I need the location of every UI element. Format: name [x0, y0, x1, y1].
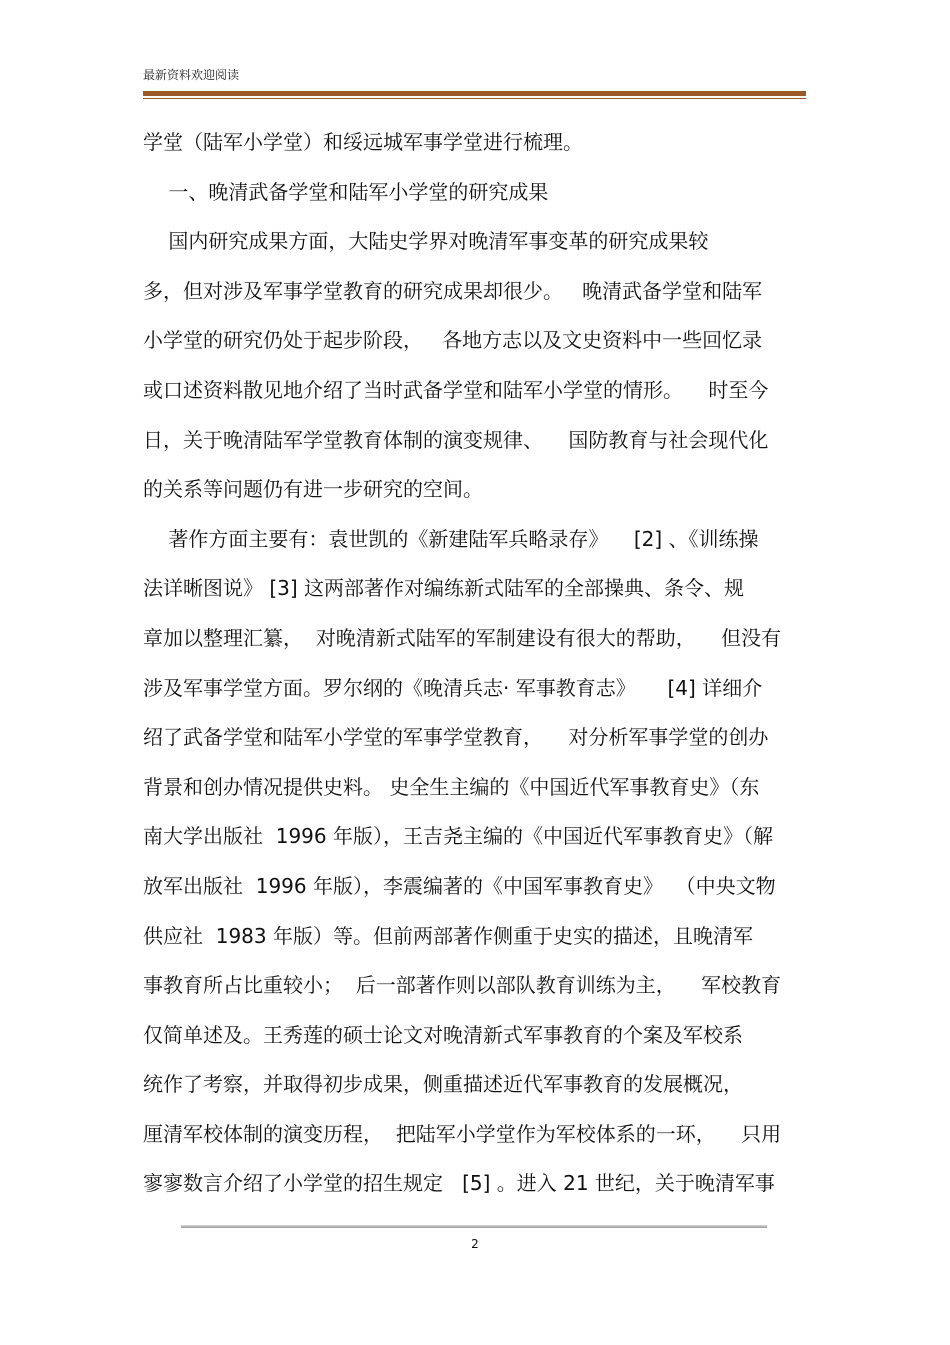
text-line: 统作了考察，并取得初步成果，侧重描述近代军事教育的发展概况，: [143, 1072, 743, 1097]
text-line: 南大学出版社 1996 年版），王吉尧主编的《中国近代军事教育史》（解: [143, 824, 773, 849]
text-line: 寥寥数言介绍了小学堂的招生规定 [5] 。进入 21 世纪，关于晚清军事: [143, 1171, 775, 1196]
text-line: 供应社 1983 年版）等。但前两部著作侧重于史实的描述，且晚清军: [143, 923, 753, 948]
text-line: 多，但对涉及军事学堂教育的研究成果却很少。 晚清武备学堂和陆军: [143, 278, 763, 303]
text-line: 法详晰图说》 [3] 这两部著作对编练新式陆军的全部操典、条令、规: [143, 576, 745, 601]
section-heading: 一、晚清武备学堂和陆军小学堂的研究成果: [143, 179, 549, 204]
page-number: 2: [471, 1237, 479, 1251]
text-line: 的关系等问题仍有进一步研究的空间。: [143, 477, 483, 502]
text-line: 小学堂的研究仍处于起步阶段， 各地方志以及文史资料中一些回忆录: [143, 328, 763, 353]
header-rule-thick: [143, 91, 806, 96]
text-line: 放军出版社 1996 年版），李震编著的《中国军事教育史》 （中央文物: [143, 873, 776, 898]
text-line: 日，关于晚清陆军学堂教育体制的演变规律、 国防教育与社会现代化: [143, 427, 769, 452]
text-line: 仅简单述及。王秀莲的硕士论文对晚清新式军事教育的个案及军校系: [143, 1022, 743, 1047]
text-line: 涉及军事学堂方面。罗尔纲的《晚清兵志· 军事教育志》 [4] 详细介: [143, 675, 763, 700]
text-line: 著作方面主要有：袁世凯的《新建陆军兵略录存》 [2] 、《训练操: [143, 526, 759, 551]
running-header: 最新资料欢迎阅读: [143, 68, 240, 82]
text-line: 厘清军校体制的演变历程， 把陆军小学堂作为军校体系的一环， 只用: [143, 1121, 782, 1146]
header-rule-thin: [143, 98, 806, 99]
body-text: [143, 118, 813, 1209]
text-line: 背景和创办情况提供史料。 史全生主编的《中国近代军事教育史》（东: [143, 774, 760, 799]
text-line: 绍了武备学堂和陆军小学堂的军事学堂教育， 对分析军事学堂的创办: [143, 725, 769, 750]
footer-rule: [181, 1225, 767, 1228]
text-line: 章加以整理汇纂， 对晚清新式陆军的军制建设有很大的帮助， 但没有: [143, 625, 782, 650]
text-line: 或口述资料散见地介绍了当时武备学堂和陆军小学堂的情形。 时至今: [143, 377, 769, 402]
text-line: 国内研究成果方面，大陆史学界对晚清军事变革的研究成果较: [143, 229, 709, 254]
text-line: 学堂（陆军小学堂）和绥远城军事学堂进行梳理。: [143, 130, 583, 154]
text-line: 事教育所占比重较小； 后一部著作则以部队教育训练为主， 军校教育: [143, 973, 782, 998]
